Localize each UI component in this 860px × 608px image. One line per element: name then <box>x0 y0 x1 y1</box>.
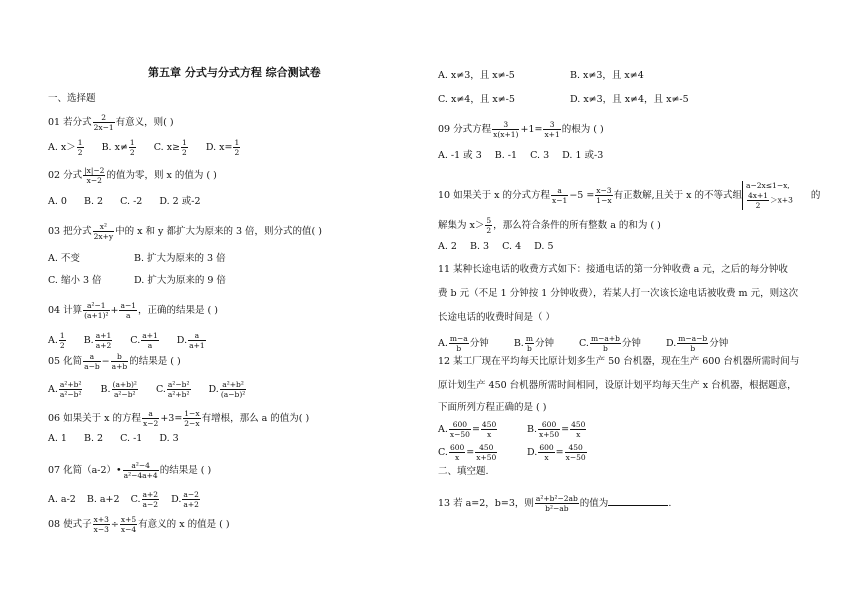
fraction: $\frac{2}{2x-1}$ <box>93 113 114 132</box>
option-a[interactable]: A. $\frac{1}{2}$ <box>48 331 65 350</box>
option-a[interactable]: A. $\frac{600}{x-50}$ = $\frac{450}{x}$ <box>438 420 497 439</box>
question-11-options <box>438 334 742 353</box>
option-d[interactable]: D. 5 <box>534 241 554 252</box>
option-d[interactable]: D. $\frac{\text{a²+b²}}{\text{(a−b)²}}$ <box>208 380 246 399</box>
option-c[interactable]: C. -1 <box>120 433 143 444</box>
question-08-options-row1 <box>438 70 644 82</box>
option-c[interactable]: C. $\frac{\text{a²−b²}}{\text{a²+b²}}$ <box>155 380 190 399</box>
question-11-line3: 长途电话的收费时间是（ ） <box>438 312 556 323</box>
option-b[interactable]: B. $\frac{a+1}{a+2}$ <box>83 331 112 350</box>
section-heading-fill: 二、填空题. <box>438 466 489 477</box>
question-12-line1: 12 某工厂现在平均每天比原计划多生产 50 台机器，现在生产 600 台机器所需时间与 <box>438 356 800 367</box>
option-b[interactable]: B. 2 <box>83 433 104 444</box>
option-c[interactable]: C. x≠4，且 x≠-5 <box>438 94 515 105</box>
option-b[interactable]: B. $\frac{\text{(a+b)²}}{\text{a²−b²}}$ <box>100 380 137 399</box>
option-b[interactable]: B. 2 <box>83 196 104 207</box>
question-05-options <box>48 380 261 399</box>
option-a[interactable]: A. a-2 <box>48 494 76 505</box>
option-c[interactable]: C. x≥ $\frac{1}{2}$ <box>153 138 187 157</box>
question-05: 05 化简 $\frac{a}{a-b}$ − $\frac{b}{a+b}$ 的结果是 ( ) <box>48 352 181 371</box>
option-c[interactable]: C. -2 <box>120 196 143 207</box>
question-09: 09 分式方程 $\frac{3}{x(x+1)}$ +1= $\frac{3}{x+1}$ 的根为 ( ) <box>438 120 604 139</box>
question-06: 06 如果关于 x 的方程 $\frac{a}{x-2}$ +3= $\frac{1-x}{2-x}$ 有增根，那么 a 的值为( ) <box>48 409 310 428</box>
question-12-options-row2 <box>438 443 588 462</box>
option-b[interactable]: B. 3 <box>469 241 490 252</box>
option-c[interactable]: C. 缩小 3 倍 <box>48 275 102 286</box>
option-a[interactable]: A. x≠3，且 x≠-5 <box>438 70 515 81</box>
option-b[interactable]: B. -1 <box>494 150 518 161</box>
question-01: 01 若分式 $\frac{2}{2x-1}$ 有意义，则( ) <box>48 113 174 132</box>
question-08-options-row2 <box>438 94 689 106</box>
section-heading-choice: 一、选择题 <box>48 93 96 104</box>
option-a[interactable]: A. x＞ $\frac{1}{2}$ <box>48 138 83 157</box>
question-13: 13 若 a=2，b=3，则 $\frac{\text{a²+b²−2ab}}{\text{b²−ab}}$ 的值为 . <box>438 494 672 513</box>
question-10-options <box>438 241 568 253</box>
question-12-line3: 下面所列方程正确的是 ( ) <box>438 402 547 413</box>
question-11-line1: 11 某种长途电话的收费方式如下：接通电话的第一分钟收费 a 元，之后的每分钟收 <box>438 264 788 275</box>
option-b[interactable]: B. $\frac{m}{b}$ 分钟 <box>513 334 554 353</box>
option-c[interactable]: C. $\frac{600}{x}$ = $\frac{450}{x+50}$ <box>438 443 497 462</box>
option-d[interactable]: D. 3 <box>159 433 179 444</box>
option-a[interactable]: A. $\frac{\text{a²+b²}}{\text{a²−b²}}$ <box>48 380 82 399</box>
option-d[interactable]: D. 扩大为原来的 9 倍 <box>134 275 226 286</box>
option-b[interactable]: B. $\frac{600}{x+50}$ = $\frac{450}{x}$ <box>527 420 586 439</box>
option-a[interactable]: A. -1 或 3 <box>438 150 482 161</box>
option-d[interactable]: D. $\frac{a-2}{a+2}$ <box>171 490 199 509</box>
fraction: $\frac{\text{x²}}{2x+y}$ <box>93 222 114 241</box>
option-c[interactable]: C. 3 <box>530 150 550 161</box>
option-d[interactable]: D. 2 或-2 <box>159 196 201 207</box>
option-c[interactable]: C. $\frac{m-a+b}{b}$ 分钟 <box>579 334 641 353</box>
option-d[interactable]: D. $\frac{600}{x}$ = $\frac{450}{x-50}$ <box>527 443 586 462</box>
page-title: 第五章 分式与分式方程 综合测试卷 <box>148 66 321 79</box>
question-01-options <box>48 138 255 157</box>
option-c[interactable]: C. 4 <box>502 241 522 252</box>
option-a[interactable]: A. 2 <box>438 241 457 252</box>
question-03-options-row1 <box>48 253 226 265</box>
option-c[interactable]: C. $\frac{a+2}{a-2}$ <box>130 490 159 509</box>
option-d[interactable]: D. x≠3，且 x≠4，且 x≠-5 <box>570 94 689 105</box>
question-08: 08 使式子 $\frac{x+3}{x-3}$ ÷ $\frac{x+5}{x-4}$ 有意义的 x 的值是 ( ) <box>48 515 230 534</box>
right-column <box>438 0 821 608</box>
question-04: 04 计算 $\frac{\text{a²−1}}{\text{(a+1)²}}$ + $\frac{a-1}{a}$ ，正确的结果是 ( ) <box>48 301 218 320</box>
option-b[interactable]: B. a+2 <box>86 494 120 505</box>
question-02-options <box>48 196 215 208</box>
question-04-options <box>48 331 221 350</box>
question-03-options-row2 <box>48 275 226 287</box>
left-column <box>48 0 408 608</box>
option-a[interactable]: A. $\frac{m-a}{b}$ 分钟 <box>438 334 489 353</box>
option-b[interactable]: B. x≠3，且 x≠4 <box>570 70 644 81</box>
option-c[interactable]: C. $\frac{a+1}{a}$ <box>130 331 158 350</box>
answer-blank[interactable] <box>608 496 668 506</box>
question-11-line2: 费 b 元（不足 1 分钟按 1 分钟收费），若某人打一次该长途电话被收费 m 元，则这次 <box>438 288 799 299</box>
fraction: $\frac{|x|-2}{x-2}$ <box>84 166 105 185</box>
option-a[interactable]: A. 0 <box>48 196 67 207</box>
option-a[interactable]: A. 不变 <box>48 253 80 264</box>
question-12-options-row1 <box>438 420 587 439</box>
question-07: 07 化简（a-2）• $\frac{\text{a²−4}}{\text{a²−4a+4}}$ 的结果是 ( ) <box>48 461 212 480</box>
inequality-system: a−2x≤1−x, $\frac{4x+1}{2}$ ＞x+3 <box>742 181 793 210</box>
question-07-options <box>48 490 215 509</box>
question-02: 02 分式 $\frac{|x|-2}{x-2}$ 的值为零，则 x 的值为 ( ) <box>48 166 217 185</box>
question-10: 10 如果关于 x 的分式方程 $\frac{a}{x-1}$ −5 = $\frac{x-3}{1-x}$ 有正数解,且关于 x 的不等式组 a−2x≤1−x, $\frac{4x+1}{2}$ ＞x+3 的 <box>438 181 821 210</box>
question-03: 03 把分式 $\frac{\text{x²}}{2x+y}$ 中的 x 和 y 都扩大为原来的 3 倍，则分式的值( ) <box>48 222 322 241</box>
question-12-line2: 原计划生产 450 台机器所需时间相同，设原计划平均每天生产 x 台机器，根据题意， <box>438 380 797 391</box>
question-10-line2: 解集为 x＞ $\frac{5}{2}$ ，那么符合条件的所有整数 a 的和为 ( ) <box>438 216 661 235</box>
option-b[interactable]: B. 扩大为原来的 3 倍 <box>134 253 226 264</box>
option-d[interactable]: D. 1 或-3 <box>562 150 604 161</box>
question-09-options <box>438 150 617 162</box>
option-d[interactable]: D. $\frac{m-a-b}{b}$ 分钟 <box>665 334 729 353</box>
option-d[interactable]: D. $\frac{a}{a+1}$ <box>176 331 205 350</box>
question-06-options <box>48 433 193 445</box>
option-b[interactable]: B. x≠ $\frac{1}{2}$ <box>101 138 135 157</box>
option-a[interactable]: A. 1 <box>48 433 67 444</box>
option-d[interactable]: D. x= $\frac{1}{2}$ <box>205 138 240 157</box>
